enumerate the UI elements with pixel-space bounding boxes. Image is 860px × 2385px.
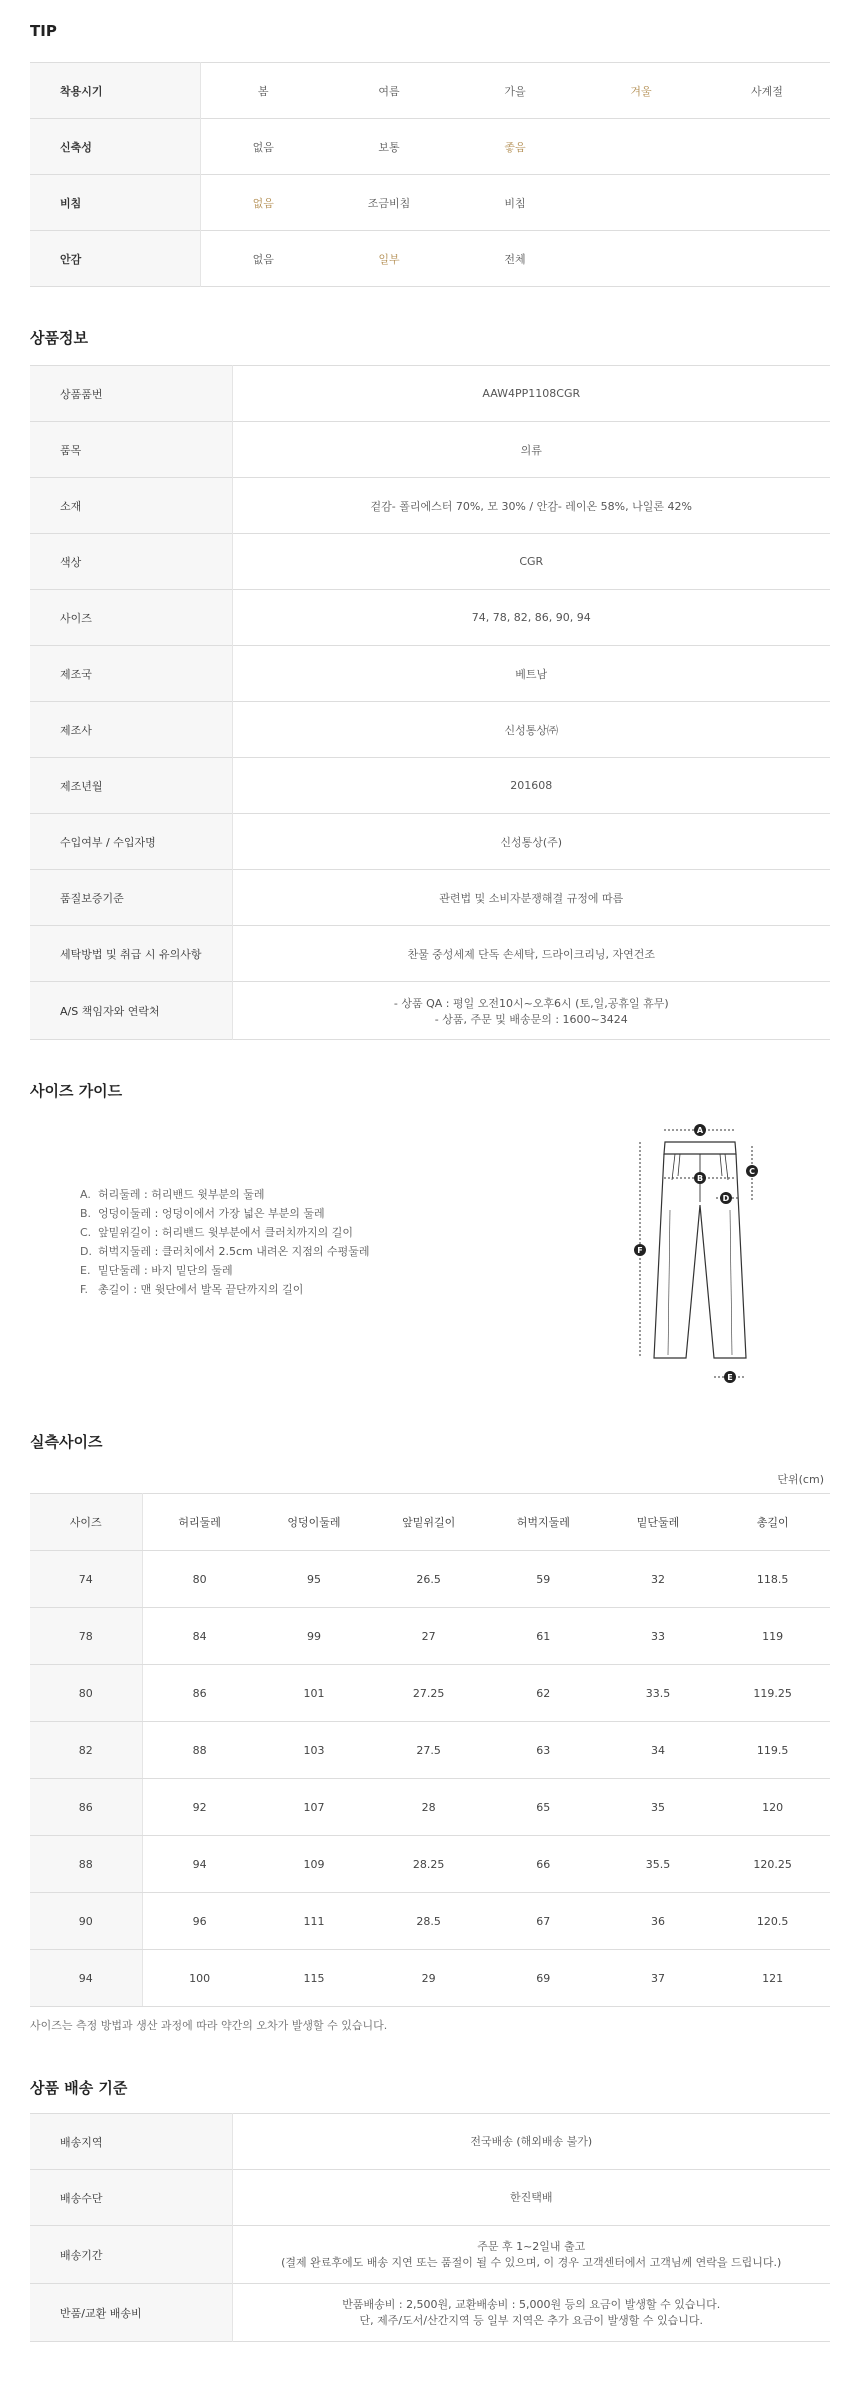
info-value: 201608 <box>510 779 553 792</box>
info-row <box>30 366 830 422</box>
column-header: 사이즈 <box>30 1494 142 1551</box>
table-row: 86 92 107 28 65 35 120 <box>30 1779 830 1836</box>
tip-option: 조금비침 <box>367 196 411 210</box>
table-row: 90 96 111 28.5 67 36 120.5 <box>30 1893 830 1950</box>
info-label: A/S 책임자와 연락처 <box>30 982 232 1040</box>
table-row: 94 100 115 29 69 37 121 <box>30 1950 830 2007</box>
tip-row <box>30 231 830 287</box>
column-header: 엉덩이둘레 <box>257 1494 372 1551</box>
shipping-value: 반품배송비 : 2,500원, 교환배송비 : 5,000원 등의 요금이 발생할 수 있습니다. 단, 제주/도서/산간지역 등 일부 지역은 추가 요금이 발생할 수 있습니다. <box>342 2297 721 2327</box>
tip-option: 사계절 <box>751 84 783 98</box>
guide-item: A. 허리둘레 : 허리밴드 윗부분의 둘레 <box>80 1188 265 1201</box>
tip-option-selected: 겨울 <box>630 84 652 98</box>
info-label: 색상 <box>30 534 232 590</box>
info-value: 74, 78, 82, 86, 90, 94 <box>471 611 591 624</box>
marker-label: F <box>637 1246 643 1255</box>
tip-label: 비침 <box>30 175 200 231</box>
table-row: 82 88 103 27.5 63 34 119.5 <box>30 1722 830 1779</box>
marker-label: C <box>749 1167 755 1176</box>
info-value: AAW4PP1108CGR <box>482 387 581 400</box>
shipping-value: 한진택배 <box>509 2190 553 2204</box>
marker-label: B <box>696 1174 704 1183</box>
tip-option: 여름 <box>378 84 400 98</box>
info-label: 제조사 <box>30 702 232 758</box>
tip-option-selected: 좋음 <box>504 140 526 154</box>
info-label: 소재 <box>30 478 232 534</box>
tip-option: 전체 <box>504 252 526 266</box>
tip-row <box>30 119 830 175</box>
info-value: CGR <box>519 555 544 568</box>
tip-label: 신축성 <box>30 119 200 175</box>
as-contact-line: - 상품, 주문 및 배송문의 : 1600~3424 <box>434 1012 628 1026</box>
size-guide-title: 사이즈 가이드 <box>30 1082 123 1100</box>
size-guide <box>30 1100 830 1405</box>
tip-option: 비침 <box>504 196 526 210</box>
product-info-title: 상품정보 <box>30 329 88 347</box>
shipping-title: 상품 배송 기준 <box>30 2079 128 2097</box>
size-table <box>30 1493 830 2007</box>
shipping-label: 배송기간 <box>30 2226 232 2284</box>
info-row <box>30 926 830 982</box>
real-size-title: 실측사이즈 <box>30 1433 103 1451</box>
column-header: 허벅지둘레 <box>486 1494 601 1551</box>
shipping-row <box>30 2114 830 2170</box>
product-detail-page <box>0 22 860 2342</box>
tip-row <box>30 63 830 119</box>
marker-label: D <box>722 1194 730 1203</box>
tip-option: 없음 <box>252 140 274 154</box>
info-row <box>30 478 830 534</box>
tip-option-selected: 일부 <box>378 252 400 266</box>
marker-label: A <box>696 1126 704 1135</box>
info-row <box>30 422 830 478</box>
tip-option: 봄 <box>257 84 269 98</box>
guide-item: F. 총길이 : 맨 윗단에서 발목 끝단까지의 길이 <box>80 1283 304 1296</box>
info-value: 겉감- 폴리에스터 70%, 모 30% / 안감- 레이온 58%, 나일론 42% <box>370 499 692 513</box>
info-value: 신성통상㈜ <box>504 723 558 737</box>
info-value: 신성통상(주) <box>500 835 563 849</box>
tip-label: 착용시기 <box>30 63 200 119</box>
shipping-table <box>30 2113 830 2342</box>
column-header: 총길이 <box>715 1494 830 1551</box>
info-label: 제조년월 <box>30 758 232 814</box>
shipping-label: 배송지역 <box>30 2114 232 2170</box>
as-contact-line: - 상품 QA : 평일 오전10시~오후6시 (토,일,공휴일 휴무) <box>393 996 669 1010</box>
tip-option: 보통 <box>378 140 400 154</box>
shipping-label: 배송수단 <box>30 2170 232 2226</box>
shipping-row <box>30 2284 830 2342</box>
info-row <box>30 590 830 646</box>
info-row <box>30 534 830 590</box>
size-table-header <box>30 1494 830 1551</box>
table-row: 80 86 101 27.25 62 33.5 119.25 <box>30 1665 830 1722</box>
info-row <box>30 982 830 1040</box>
tip-option: 없음 <box>252 252 274 266</box>
info-row <box>30 758 830 814</box>
tip-title: TIP <box>30 22 57 40</box>
table-row: 78 84 99 27 61 33 119 <box>30 1608 830 1665</box>
info-label: 품목 <box>30 422 232 478</box>
column-header: 밑단둘레 <box>601 1494 716 1551</box>
info-value: 관련법 및 소비자분쟁해결 규정에 따름 <box>439 891 624 905</box>
info-label: 품질보증기준 <box>30 870 232 926</box>
guide-item: C. 앞밑위길이 : 허리밴드 윗부분에서 클러치까지의 길이 <box>80 1226 353 1239</box>
guide-item: B. 엉덩이둘레 : 엉덩이에서 가장 넓은 부분의 둘레 <box>80 1207 325 1220</box>
shipping-row <box>30 2226 830 2284</box>
info-value <box>232 982 830 1040</box>
info-label: 상품품번 <box>30 366 232 422</box>
info-label: 사이즈 <box>30 590 232 646</box>
column-header: 앞밑위길이 <box>371 1494 486 1551</box>
info-label: 세탁방법 및 취급 시 유의사항 <box>30 926 232 982</box>
guide-item: D. 허벅지둘레 : 클러치에서 2.5cm 내려온 지점의 수평둘레 <box>80 1245 370 1258</box>
size-note: 사이즈는 측정 방법과 생산 과정에 따라 약간의 오차가 발생할 수 있습니다. <box>30 2019 388 2032</box>
info-value: 베트남 <box>515 667 548 681</box>
shipping-value: 전국배송 (해외배송 불가) <box>470 2134 593 2148</box>
table-row: 88 94 109 28.25 66 35.5 120.25 <box>30 1836 830 1893</box>
tip-table <box>30 62 830 287</box>
info-value: 찬물 중성세제 단독 손세탁, 드라이크리닝, 자연건조 <box>407 947 656 961</box>
info-label: 수입여부 / 수입자명 <box>30 814 232 870</box>
info-row <box>30 814 830 870</box>
column-header: 허리둘레 <box>142 1494 257 1551</box>
shipping-value: 주문 후 1~2일내 출고 (결제 완료후에도 배송 지연 또는 품절이 될 수 있으며, 이 경우 고객센터에서 고객님께 연락을 드립니다.) <box>281 2239 782 2269</box>
tip-label: 안감 <box>30 231 200 287</box>
info-value: 의류 <box>520 443 542 457</box>
table-row: 74 80 95 26.5 59 32 118.5 <box>30 1551 830 1608</box>
tip-row <box>30 175 830 231</box>
tip-option-selected: 없음 <box>252 196 274 210</box>
guide-item: E. 밑단둘레 : 바지 밑단의 둘레 <box>80 1264 233 1277</box>
pants-diagram <box>620 1110 790 1400</box>
info-row <box>30 646 830 702</box>
unit-label: 단위(cm) <box>777 1473 824 1486</box>
shipping-row <box>30 2170 830 2226</box>
shipping-label: 반품/교환 배송비 <box>30 2284 232 2342</box>
size-guide-list <box>80 1185 369 1299</box>
marker-label: E <box>727 1373 733 1382</box>
info-row <box>30 870 830 926</box>
info-row <box>30 702 830 758</box>
info-label: 제조국 <box>30 646 232 702</box>
tip-option: 가을 <box>504 84 526 98</box>
product-info-table <box>30 365 830 1040</box>
